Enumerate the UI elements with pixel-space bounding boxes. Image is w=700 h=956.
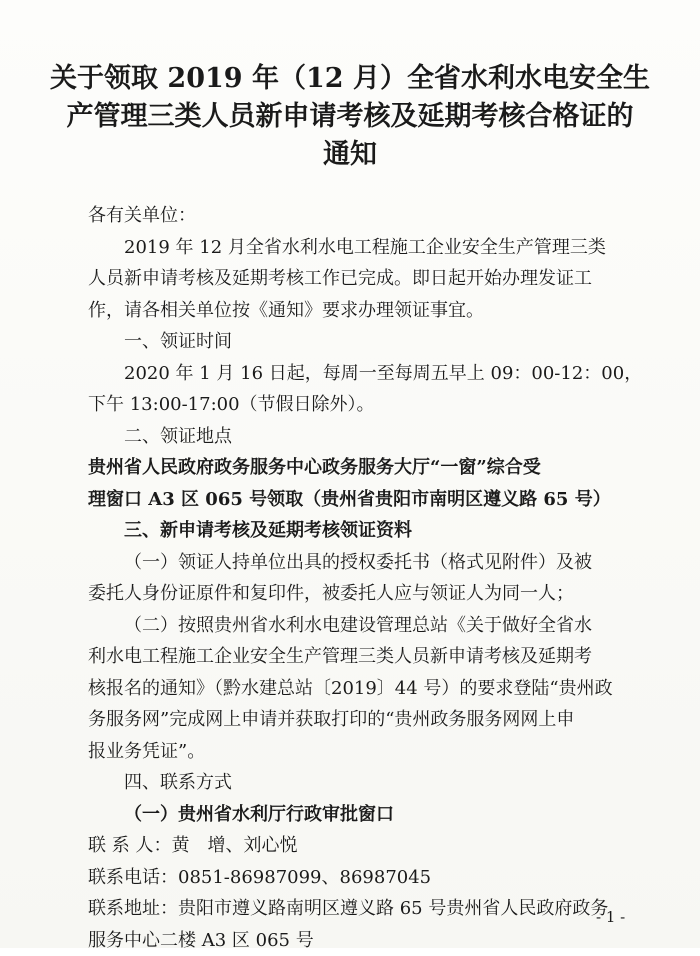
- page-number: - 1 -: [596, 908, 625, 926]
- title-line-2: 产管理三类人员新申请考核及延期考核合格证的: [40, 98, 660, 136]
- greeting: 各有关单位：: [88, 200, 648, 232]
- section-4-subheading-1: （一）贵州省水利厅行政审批窗口: [88, 799, 648, 831]
- section-4-heading: 四、联系方式: [88, 767, 648, 799]
- section-3-item-1-line-2: 委托人身份证原件和复印件，被委托人应与领证人为同一人；: [88, 578, 648, 610]
- contact-phone: 联系电话：0851-86987099、86987045: [88, 862, 648, 894]
- title-line-3: 通知: [40, 136, 660, 174]
- document-body: [88, 200, 648, 956]
- section-2-heading: 二、领证地点: [88, 421, 648, 453]
- section-3-item-2-line-1: （二）按照贵州省水利水电建设管理总站《关于做好全省水: [88, 610, 648, 642]
- section-3-item-2-line-2: 利水电工程施工企业安全生产管理三类人员新申请考核及延期考: [88, 641, 648, 673]
- section-3-item-2-line-3: 核报名的通知》（黔水建总站〔2019〕44 号）的要求登陆“贵州政: [88, 673, 648, 705]
- contact-address-line-1: 联系地址：贵阳市遵义路南明区遵义路 65 号贵州省人民政府政务: [88, 893, 648, 925]
- section-3-heading: 三、新申请考核及延期考核领证资料: [88, 515, 648, 547]
- section-3-item-1-line-1: （一）领证人持单位出具的授权委托书（格式见附件）及被: [88, 547, 648, 579]
- section-3-item-2-line-5: 报业务凭证”。: [88, 736, 648, 768]
- section-2-text-2: 理窗口 A3 区 065 号领取（贵州省贵阳市南明区遵义路 65 号）: [88, 484, 648, 516]
- intro-line-2: 人员新申请考核及延期考核工作已完成。即日起开始办理发证工: [88, 263, 648, 295]
- section-3-item-2-line-4: 务服务网”完成网上申请并获取打印的“贵州政务服务网网上申: [88, 704, 648, 736]
- contact-person: 联 系 人：黄 增、刘心悦: [88, 830, 648, 862]
- title-line-1: 关于领取 2019 年（12 月）全省水利水电安全生: [40, 60, 660, 98]
- contact-address-line-2: 服务中心二楼 A3 区 065 号: [88, 925, 648, 956]
- document-title: [40, 60, 660, 174]
- section-2-text-1: 贵州省人民政府政务服务中心政务服务大厅“一窗”综合受: [88, 452, 648, 484]
- section-1-text-1: 2020 年 1 月 16 日起，每周一至每周五早上 09：00-12：00，: [88, 358, 648, 390]
- section-1-heading: 一、领证时间: [88, 326, 648, 358]
- intro-line-1: 2019 年 12 月全省水利水电工程施工企业安全生产管理三类: [88, 232, 648, 264]
- intro-line-3: 作，请各相关单位按《通知》要求办理领证事宜。: [88, 295, 648, 327]
- section-1-text-2: 下午 13:00-17:00（节假日除外）。: [88, 389, 648, 421]
